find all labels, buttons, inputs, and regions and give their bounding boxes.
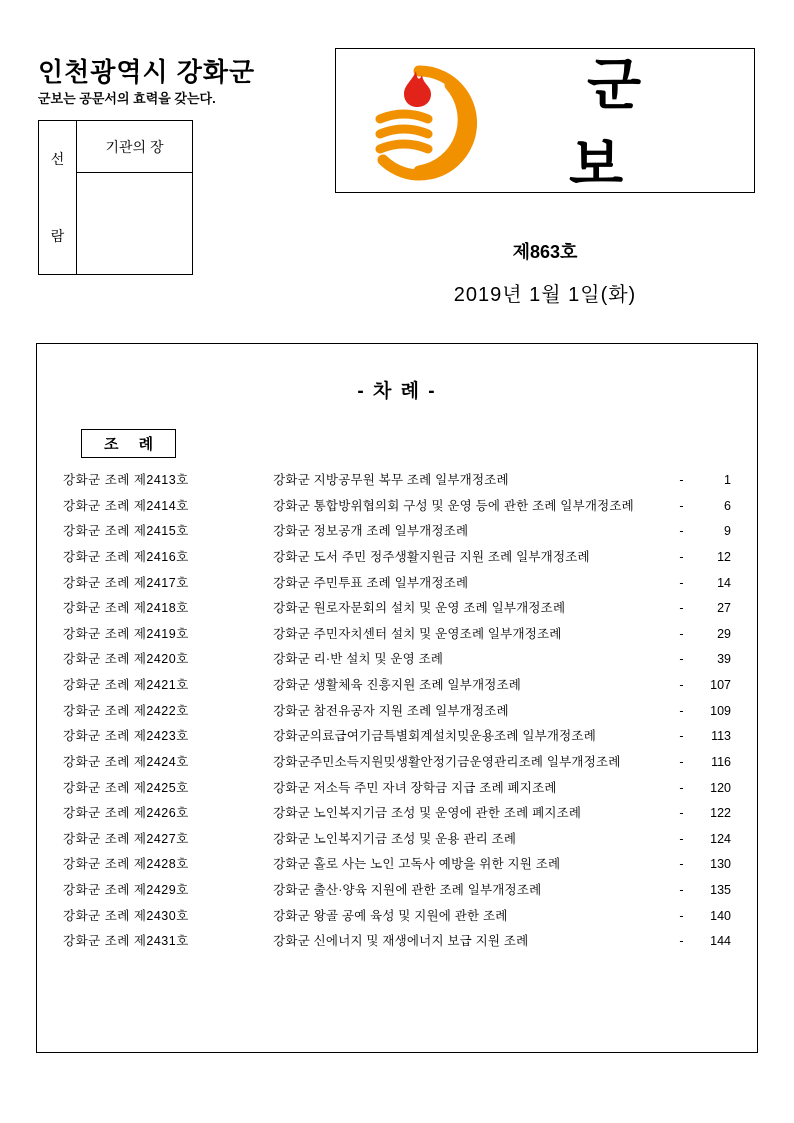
toc-dash: - (679, 626, 684, 641)
toc-ordinance-title: 강화군 리·반 설치 및 운영 조례 (273, 652, 444, 667)
toc-ordinance-title: 강화군 지방공무원 복무 조례 일부개정조례 (273, 473, 509, 487)
contents-heading: - 차 례 - (357, 381, 437, 402)
approval-vertical-label (39, 121, 77, 274)
toc-dash: - (679, 780, 684, 795)
toc-ordinance-no: 강화군 조례 제2426호 (63, 806, 189, 821)
approval-signature-blank (77, 173, 192, 274)
masthead (335, 48, 755, 196)
table-row (63, 468, 731, 494)
table-of-contents-box (36, 343, 758, 1053)
toc-dash: - (679, 934, 684, 949)
toc-ordinance-no: 강화군 조례 제2423호 (63, 729, 189, 744)
toc-dash: - (679, 575, 684, 590)
table-row (63, 750, 731, 776)
toc-ordinance-title: 강화군 통합방위협의회 구성 및 운영 등에 관한 조례 일부개정조례 (273, 498, 634, 513)
table-row (63, 827, 731, 853)
toc-ordinance-title: 강화군 저소득 주민 자녀 장학금 지급 조례 폐지조례 (273, 780, 557, 795)
toc-ordinance-title: 강화군 신에너지 및 재생에너지 보급 지원 조례 (273, 934, 529, 949)
table-row (63, 673, 731, 699)
toc-table (63, 468, 731, 955)
toc-ordinance-title: 강화군 주민자치센터 설치 및 운영조례 일부개정조례 (273, 626, 562, 641)
table-row (63, 724, 731, 750)
masthead-title: 군 보 (568, 52, 678, 196)
toc-ordinance-no: 강화군 조례 제2429호 (63, 883, 189, 897)
organization-subtitle: 군보는 공문서의 효력을 갖는다. (38, 91, 216, 106)
ganghwa-county-emblem-icon (354, 61, 484, 181)
toc-ordinance-no: 강화군 조례 제2420호 (63, 652, 189, 667)
toc-ordinance-title: 강화군 참전유공자 지원 조례 일부개정조례 (273, 703, 509, 718)
toc-ordinance-title: 강화군 생활체육 진흥지원 조례 일부개정조례 (273, 678, 522, 692)
toc-page: 9 (724, 524, 731, 539)
toc-page: 113 (711, 729, 731, 744)
toc-ordinance-no: 강화군 조례 제2430호 (63, 908, 189, 923)
table-row (63, 622, 731, 648)
approval-head-label: 기관의 장 (77, 121, 192, 173)
toc-page: 130 (710, 857, 731, 872)
table-row (63, 571, 731, 597)
approval-label-char-1: 선 (50, 151, 65, 168)
table-row (63, 699, 731, 725)
toc-ordinance-no: 강화군 조례 제2417호 (63, 575, 189, 590)
toc-page: 14 (717, 575, 731, 590)
toc-dash: - (679, 652, 684, 667)
toc-page: 29 (717, 626, 731, 641)
table-row (63, 852, 731, 878)
toc-ordinance-title: 강화군 원로자문회의 설치 및 운영 조례 일부개정조례 (273, 601, 566, 616)
issue-date: 2019년 1월 1일(화) (453, 284, 637, 306)
organization-title: 인천광역시 강화군 (38, 57, 256, 87)
table-row (63, 545, 731, 571)
toc-page: 107 (710, 678, 731, 692)
table-row (63, 776, 731, 802)
toc-dash: - (679, 498, 684, 513)
toc-dash: - (679, 831, 684, 846)
toc-ordinance-no: 강화군 조례 제2416호 (63, 549, 189, 564)
toc-dash: - (679, 729, 684, 744)
toc-dash: - (679, 703, 684, 718)
toc-ordinance-title: 강화군 출산·양육 지원에 관한 조례 일부개정조례 (273, 883, 542, 897)
toc-ordinance-no: 강화군 조례 제2421호 (63, 678, 189, 692)
table-row (63, 904, 731, 930)
toc-ordinance-no: 강화군 조례 제2418호 (63, 601, 189, 616)
toc-dash: - (679, 806, 684, 821)
toc-ordinance-no: 강화군 조례 제2415호 (63, 524, 189, 539)
toc-ordinance-no: 강화군 조례 제2424호 (63, 754, 189, 769)
table-row (63, 519, 731, 545)
toc-dash: - (679, 908, 684, 923)
toc-page: 109 (710, 703, 731, 718)
toc-ordinance-no: 강화군 조례 제2419호 (63, 626, 189, 641)
toc-page: 39 (717, 652, 731, 667)
toc-page: 6 (724, 498, 731, 513)
toc-page: 122 (710, 806, 731, 821)
issue-number: 제863호 (512, 242, 578, 262)
section-label-ordinance: 조 례 (81, 429, 176, 458)
toc-ordinance-no: 강화군 조례 제2425호 (63, 780, 189, 795)
toc-ordinance-title: 강화군 도서 주민 정주생활지원금 지원 조례 일부개정조례 (273, 549, 590, 564)
toc-page: 124 (710, 831, 731, 846)
approval-stamp-box (38, 120, 193, 275)
toc-dash: - (679, 678, 684, 692)
toc-ordinance-title: 강화군 홀로 사는 노인 고독사 예방을 위한 지원 조례 (273, 857, 561, 872)
toc-ordinance-no: 강화군 조례 제2431호 (63, 934, 189, 949)
table-row (63, 929, 731, 955)
toc-dash: - (679, 549, 684, 564)
approval-label-char-2: 람 (50, 227, 65, 244)
toc-ordinance-title: 강화군주민소득지원밎생활안정기금운영관리조례 일부개정조례 (273, 754, 621, 769)
toc-ordinance-no: 강화군 조례 제2427호 (63, 831, 189, 846)
toc-page: 1 (724, 473, 731, 487)
toc-ordinance-title: 강화군 노인복지기금 조성 및 운용 관리 조례 (273, 831, 517, 846)
table-row (63, 596, 731, 622)
toc-ordinance-title: 강화군 주민투표 조례 일부개정조례 (273, 575, 469, 590)
toc-ordinance-no: 강화군 조례 제2422호 (63, 703, 189, 718)
toc-ordinance-no: 강화군 조례 제2428호 (63, 857, 189, 872)
toc-ordinance-no: 강화군 조례 제2413호 (63, 473, 189, 487)
toc-dash: - (679, 883, 684, 897)
toc-page: 116 (711, 754, 731, 769)
table-row (63, 494, 731, 520)
toc-page: 140 (710, 908, 731, 923)
toc-page: 27 (717, 601, 731, 616)
toc-page: 12 (717, 549, 731, 564)
table-row (63, 801, 731, 827)
toc-dash: - (679, 857, 684, 872)
toc-ordinance-title: 강화군 왕골 공예 육성 및 지원에 관한 조례 (273, 908, 508, 923)
table-row (63, 647, 731, 673)
toc-ordinance-no: 강화군 조례 제2414호 (63, 498, 189, 513)
toc-dash: - (679, 473, 684, 487)
toc-ordinance-title: 강화군 노인복지기금 조성 및 운영에 관한 조례 폐지조례 (273, 806, 582, 821)
toc-dash: - (679, 524, 684, 539)
toc-page: 144 (710, 934, 731, 949)
toc-page: 135 (710, 883, 731, 897)
approval-signature-area (77, 121, 192, 274)
page-header (0, 0, 794, 320)
toc-dash: - (679, 601, 684, 616)
toc-ordinance-title: 강화군 정보공개 조례 일부개정조례 (273, 524, 469, 539)
table-row (63, 878, 731, 904)
toc-page: 120 (710, 780, 731, 795)
toc-body (63, 468, 731, 955)
toc-ordinance-title: 강화군의료급여기금특별회계설치밎운용조례 일부개정조례 (273, 729, 596, 744)
toc-dash: - (679, 754, 684, 769)
